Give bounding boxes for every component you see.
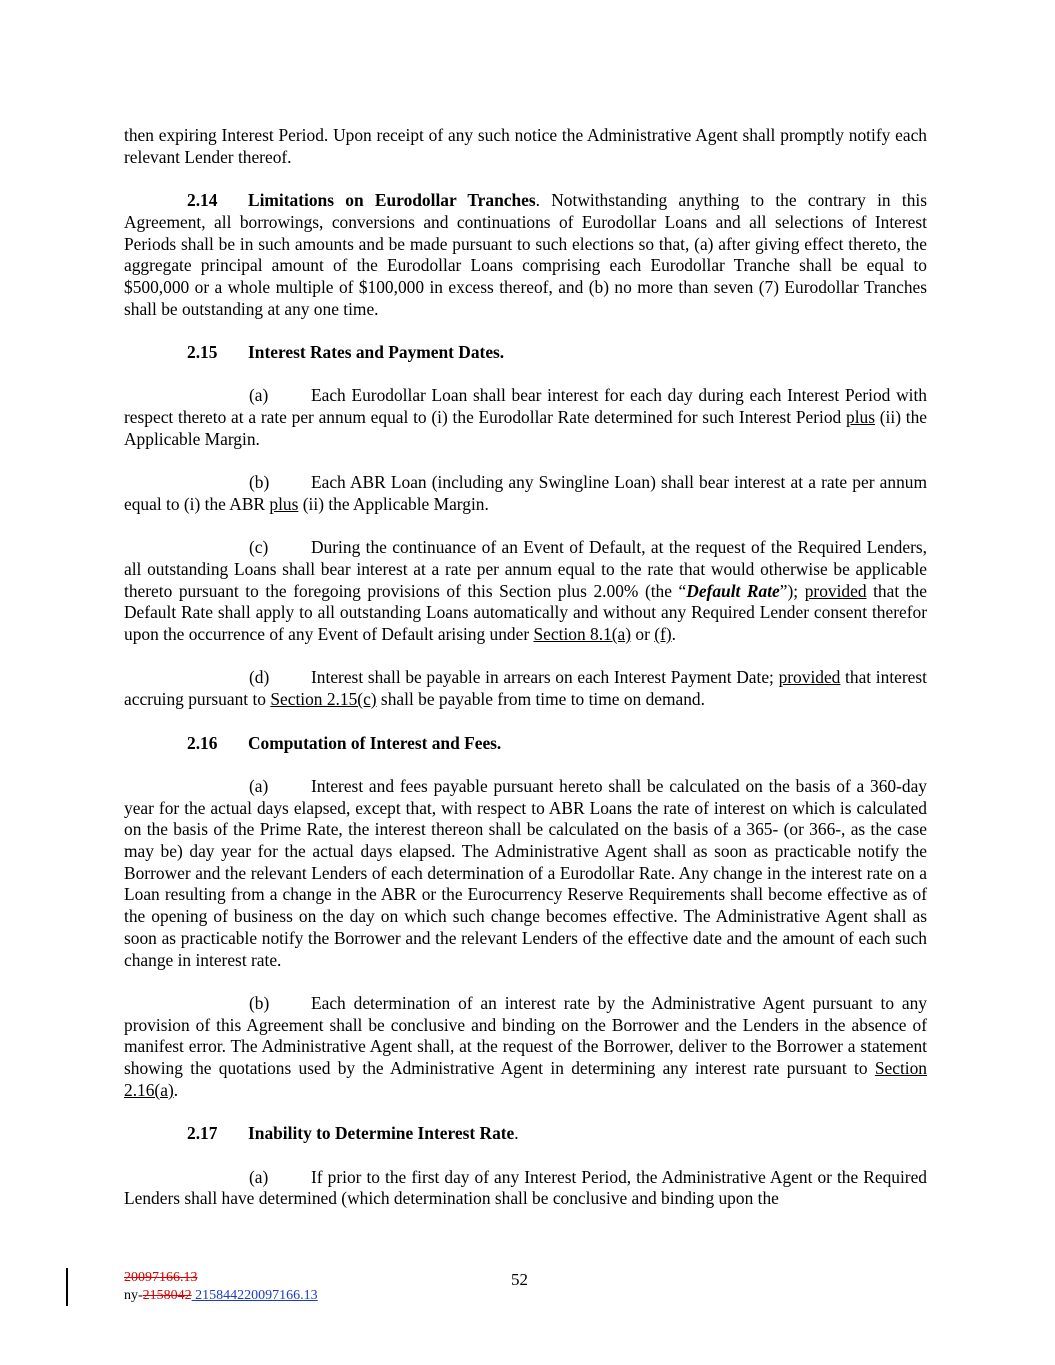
section-2-15-c: (c) During the continuance of an Event of Default, at the request of the Required Lenders, all outstanding Loans shall bear interest at a rate per annum equal to the rate that would otherwise be applicable thereto pursuant to the foregoing provisions of this Section plus 2.00% (the “Default Rate”); provided that the Default Rate shall apply to all outstanding Loans automatically and without any Required Lender consent therefor upon the occurrence of any Event of Default arising under Section 8.1(a) or (f). [124,537,927,645]
clause-label: (a) [249,385,269,406]
section-2-16-heading [124,733,927,755]
deleted-id-fragment: 2158042 [142,1288,192,1303]
clause-label: (b) [249,472,270,493]
section-title: Computation of Interest and Fees. [248,732,502,753]
clause-label: (a) [249,1166,269,1187]
document-page [124,125,927,1210]
cross-reference: Section 8.1(a) [533,624,632,645]
deleted-document-id: 20097166.13 [124,1270,198,1285]
section-2-15-b: (b) Each ABR Loan (including any Swingline Loan) shall bear interest at a rate per annum equal to (i) the ABR plus (ii) the Applicable Margin. [124,472,927,514]
cross-reference: (f) [654,624,672,645]
section-number: 2.17 [187,1123,218,1144]
section-2-17-heading: 2.17 Inability to Determine Interest Rate. [187,1123,519,1144]
clause-label: (d) [249,667,270,688]
section-title: Limitations on Eurodollar Tranches [248,190,536,211]
section-2-14-paragraph: 2.14 Limitations on Eurodollar Tranches. Notwithstanding anything to the contrary in this Agreement, all borrowings, conversions and continuations of Eurodollar Loans and all selections of Interest Periods shall be in such amounts and be made pursuant to such elections so that, (a) after giving effect thereto, the aggregate principal amount of the Eurodollar Loans comprising each Eurodollar Tranche shall be equal to $500,000 or a whole multiple of $100,000 in excess thereof, and (b) no more than seven (7) Eurodollar Tranches shall be outstanding at any one time. [124,190,927,319]
revision-change-bar [66,1268,68,1306]
intro-paragraph: then expiring Interest Period. Upon receipt of any such notice the Administrative Agent shall promptly notify each relevant Lender thereof. [124,125,927,167]
section-number: 2.14 [187,190,218,211]
defined-term: Default Rate [686,580,780,601]
section-title: Inability to Determine Interest Rate [248,1123,515,1144]
cross-reference: Section 2.15(c) [270,689,377,710]
section-2-15-a: (a) Each Eurodollar Loan shall bear interest for each day during each Interest Period with respect thereto at a rate per annum equal to (i) the Eurodollar Rate determined for such Interest Period plus (ii) the Applicable Margin. [124,385,928,449]
document-id: ny-2158042 215844220097166.13 [124,1288,318,1303]
clause-label: (c) [249,537,269,558]
clause-label: (b) [249,992,270,1013]
section-2-15-heading [124,342,927,364]
page-number: 52 [511,1270,528,1289]
section-2-16-b: (b) Each determination of an interest rate by the Administrative Agent pursuant to any provision of this Agreement shall be conclusive and binding on the Borrower and the Lenders in the absence of manifest error. The Administrative Agent shall, at the request of the Borrower, deliver to the Borrower a statement showing the quotations used by the Administrative Agent in determining any interest rate pursuant to Section 2.16(a). [124,992,927,1100]
inserted-id-fragment: 215844220097166.13 [191,1288,318,1303]
clause-label: (a) [249,775,269,796]
section-title: Interest Rates and Payment Dates. [248,342,505,362]
section-number: 2.16 [187,732,218,753]
section-2-16-a: (a) Interest and fees payable pursuant hereto shall be calculated on the basis of a 360-day year for the actual days elapsed, except that, with respect to ABR Loans the rate of interest on which is calculated on the basis of the Prime Rate, the interest thereon shall be calculated on the basis of a 365- (or 366-, as the case may be) day year for the actual days elapsed. The Administrative Agent shall as soon as practicable notify the Borrower and the relevant Lenders of each determination of a Eurodollar Rate. Any change in the interest rate on a Loan resulting from a change in the ABR or the Eurocurrency Reserve Requirements shall become effective as of the opening of business on the day on which such change becomes effective. The Administrative Agent shall as soon as practicable notify the Borrower and the relevant Lenders of the effective date and the amount of each such change in interest rate. [124,775,927,970]
cross-reference: Section 2.16(a) [124,1058,927,1100]
section-number: 2.15 [187,342,218,362]
section-2-17-a: (a) If prior to the first day of any Interest Period, the Administrative Agent or the Required Lenders shall have determined (which determination shall be conclusive and binding upon the [124,1166,927,1209]
section-2-15-d: (d) Interest shall be payable in arrears on each Interest Payment Date; provided that interest accruing pursuant to Section 2.15(c) shall be payable from time to time on demand. [124,667,927,710]
